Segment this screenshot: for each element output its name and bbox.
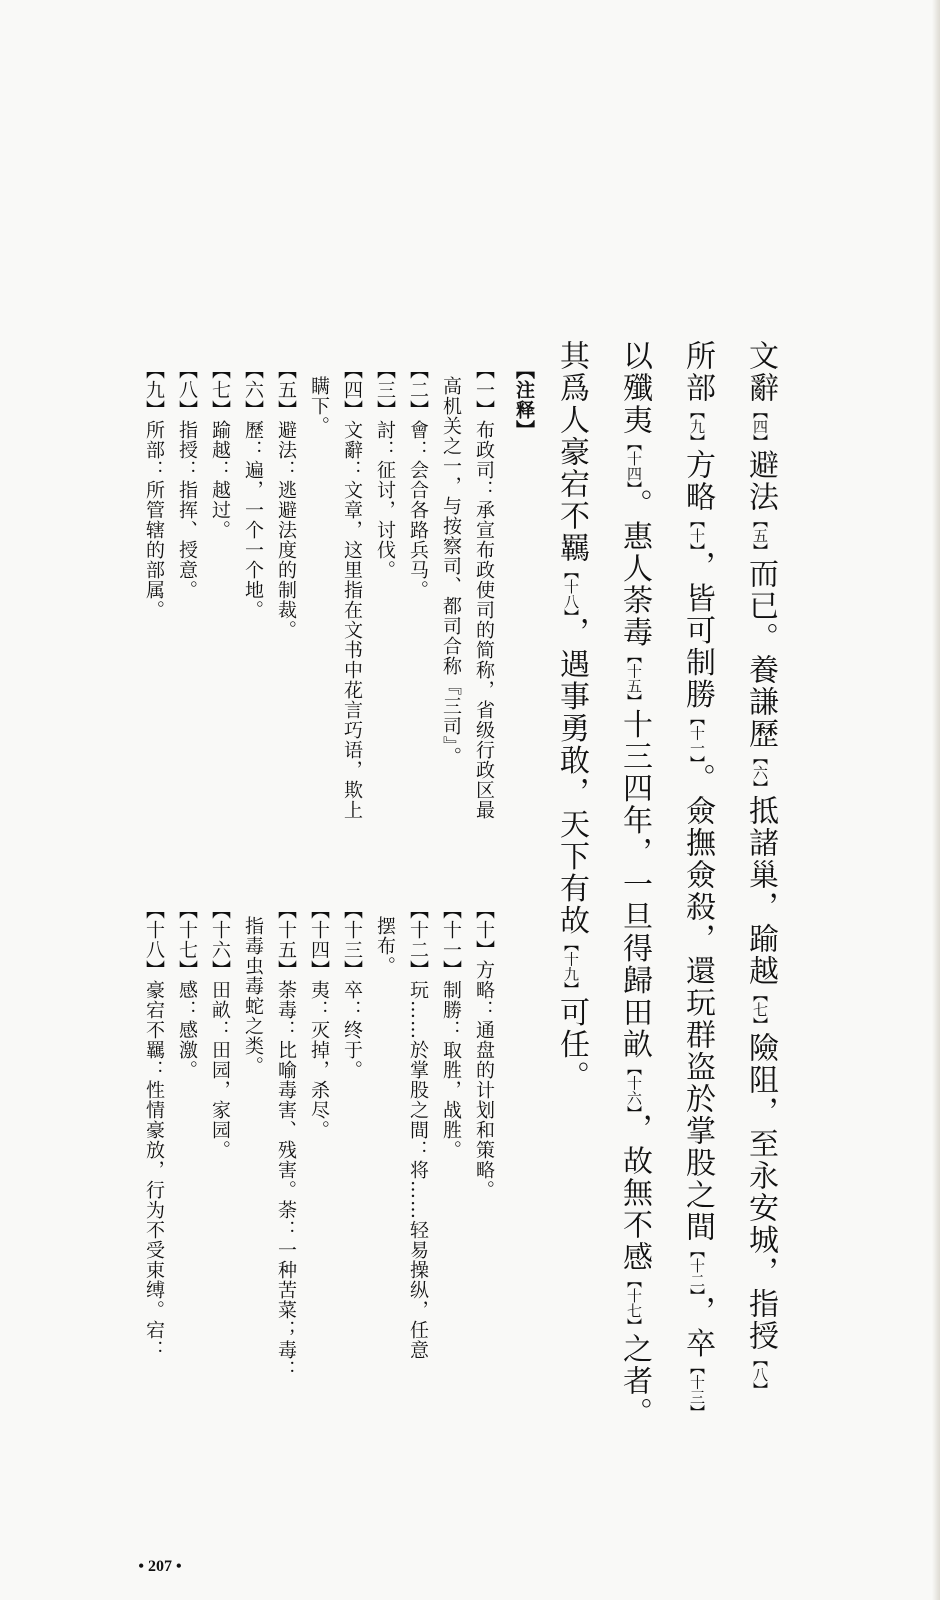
note-13: 【十三】卒：终于。 [341, 900, 363, 1080]
note-17: 【十七】感：感激。 [176, 900, 198, 1080]
note-8: 【八】指授：指挥、授意。 [176, 360, 198, 600]
note-6: 【六】歷：遍，一个一个地。 [242, 360, 264, 620]
note-4: 【四】文辭：文章，这里指在文书中花言巧语，欺上 [341, 360, 363, 820]
main-text-column-2: 所部【九】方略【十】，皆可制勝【十一】。僉撫僉殺，還玩群盗於掌股之間【十二】，卒【十三】 [680, 340, 715, 1420]
note-9: 【九】所部：所管辖的部属。 [143, 360, 165, 620]
note-15: 【十五】荼毒：比喻毒害、残害。荼：一种苦菜；毒： [275, 900, 297, 1380]
page-number: • 207 • [138, 1558, 182, 1575]
note-14: 【十四】夷：灭掉，杀尽。 [308, 900, 330, 1140]
note-1: 【一】布政司：承宣布政使司的简称，省级行政区最 [473, 360, 495, 820]
main-text-column-4: 其爲人豪宕不羈【十八】，遇事勇敢，天下有故【十九】可任。 [554, 340, 589, 1093]
note-11: 【十一】制勝：取胜，战胜。 [440, 900, 462, 1160]
note-4-continued: 瞒下。 [308, 376, 330, 436]
main-text-column-1: 文辭【四】避法【五】而已。養謙歷【六】抵諸巢，踰越【七】險阻，至永安城，指授【八】 [743, 340, 778, 1397]
note-18: 【十八】豪宕不羈：性情豪放，行为不受束缚。宕： [143, 900, 165, 1360]
main-text-column-3: 以殲夷【十四】。惠人荼毒【十五】十三四年，一旦得歸田畝【十六】，故無不感【十七】之者。 [617, 340, 652, 1429]
page-edge [932, 0, 940, 1600]
note-1-continued: 高机关之一，与按察司、都司合称『三司』。 [440, 376, 462, 767]
note-5: 【五】避法：逃避法度的制裁。 [275, 360, 297, 640]
note-10: 【十】方略：通盘的计划和策略。 [473, 900, 495, 1200]
note-3: 【三】討：征讨，讨伐。 [374, 360, 396, 580]
note-2: 【二】會：会合各路兵马。 [407, 360, 429, 600]
note-12-continued: 摆布。 [374, 916, 396, 976]
notes-heading: 【注释】 [513, 360, 535, 440]
note-7: 【七】踰越：越过。 [209, 360, 231, 540]
note-15-continued: 指毒虫毒蛇之类。 [242, 916, 264, 1076]
note-16: 【十六】田畝：田园，家园。 [209, 900, 231, 1160]
note-12: 【十二】玩……於掌股之間：将……轻易操纵，任意 [407, 900, 429, 1360]
